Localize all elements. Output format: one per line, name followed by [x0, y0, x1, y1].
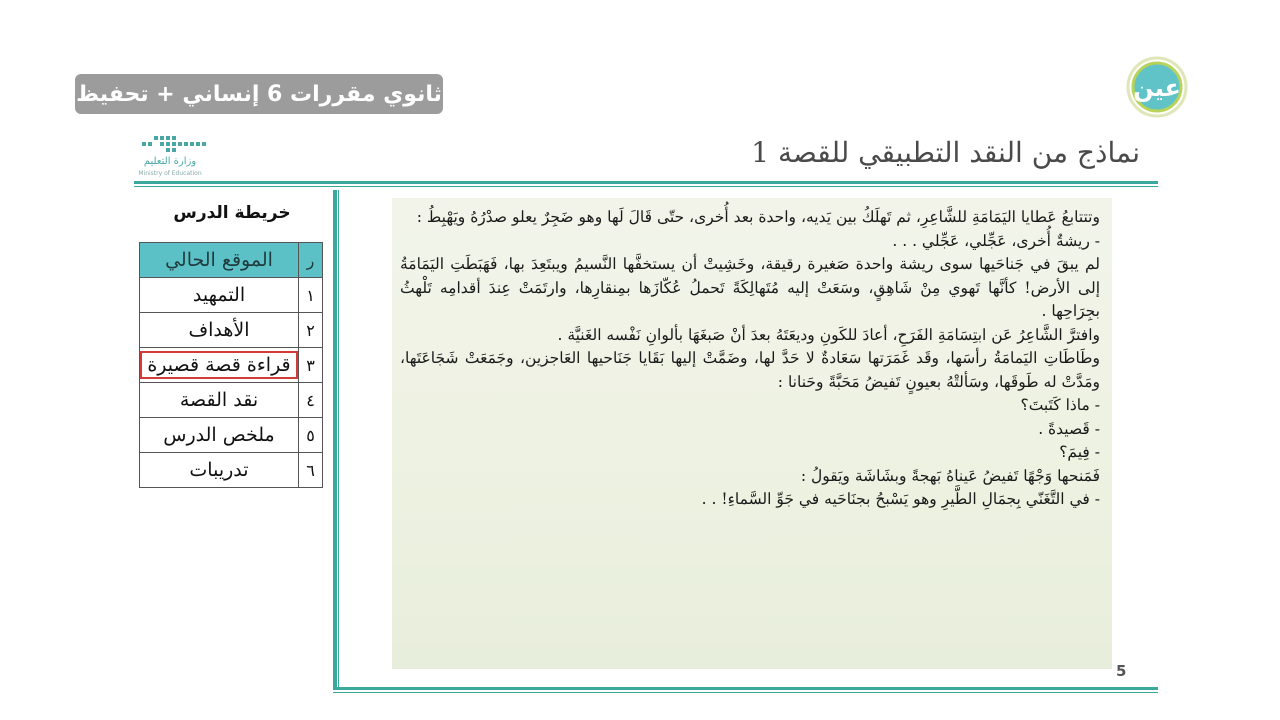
- page-number: 5: [1116, 662, 1127, 680]
- story-paragraph: - فِيمَ؟: [1059, 443, 1100, 461]
- lesson-map-item-intro[interactable]: [140, 278, 323, 313]
- lesson-map-header-row: [140, 243, 323, 278]
- ministry-name-text: وزارة التعليم: [143, 156, 197, 167]
- title-rule-top: [134, 181, 1158, 184]
- slide-title: نماذج من النقد التطبيقي للقصة 1: [751, 136, 1140, 169]
- lesson-map-item-label: نقد القصة: [140, 383, 299, 418]
- story-paragraph: - ريشةٌ أُخرى، عَجِّلي، عَجِّلي . . .: [892, 231, 1100, 250]
- course-label-badge: ثانوي مقررات 6 إنساني + تحفيظ: [75, 74, 443, 114]
- ministry-name-en-text: Ministry of Education: [138, 170, 202, 177]
- lesson-map-item-number: ٢: [299, 313, 323, 348]
- lesson-map-item-number: ٣: [299, 348, 323, 383]
- lesson-map-item-critique[interactable]: [140, 383, 323, 418]
- story-paragraph: وافترَّ الشَّاعِرُ عَن ابتِسَامَةِ الفَرَحِ، أعادَ للكَونِ وديعَتَهُ بعدَ أنْ صَبغَهَا بألوانِ نَفْسه الغَنيَّة .: [557, 325, 1100, 344]
- lesson-map-title: خريطة الدرس: [173, 203, 291, 223]
- column-header-current-location: الموقع الحالي: [140, 243, 299, 278]
- lesson-map-item-summary[interactable]: [140, 418, 323, 453]
- lesson-map-item-exercises[interactable]: [140, 453, 323, 488]
- story-paragraph: وتتتابعُ عَطايا اليَمَامَةِ للشَّاعِرِ، ثم تَهلَكُ بين يَديه، واحدة بعد أُخرى، حتّى قَالَ لَها وهو ضَجِرٌ يعلو صدْرُهُ ويَهْبِطُ :: [416, 208, 1100, 226]
- lesson-map-item-label: الأهداف: [140, 313, 299, 348]
- lesson-map-item-number: ٥: [299, 418, 323, 453]
- lesson-map-item-number: ٤: [299, 383, 323, 418]
- lesson-map-item-number: ٦: [299, 453, 323, 488]
- story-paragraph: وطَاطَاتِ اليَمامَةُ رأسَها، وقَد غَمَرَتها سَعَادةٌ لا حَدَّ لها، وضَمَّتْ إليها بَقَايا جَنَاحيها العَاجزين، وجَمَعَتْ شَجَاعَتَها، ومَدَّتْ له طَوقَها، وسَألتْهُ بعيونٍ تَفيضُ مَحَبَّةً وحَنانا :: [400, 349, 1100, 391]
- lesson-map-item-reading-current[interactable]: [140, 348, 323, 383]
- footer-rule-top: [333, 687, 1158, 690]
- story-paragraph: - في التَّغَنّي بِجمَالِ الطَّيرِ وهو يَسْبحُ بجنَاحَيه في جَوِّ السَّماءِ! . .: [701, 490, 1100, 508]
- lesson-map-item-label: التمهيد: [140, 278, 299, 313]
- lesson-map-item-label: ملخص الدرس: [140, 418, 299, 453]
- lesson-map-item-objectives[interactable]: [140, 313, 323, 348]
- channel-logo-icon: [1111, 56, 1203, 118]
- story-paragraph: - قَصيدةً .: [1038, 419, 1100, 438]
- lesson-map-table: [139, 242, 323, 488]
- lesson-map-item-label-highlighted: قراءة قصة قصيرة: [140, 348, 299, 383]
- story-paragraph: فَمَنحها وَجْهًا تَفيضُ عَيناهُ بَهجةً وبشَاشَة ويَقولُ :: [800, 466, 1100, 485]
- ministry-logo-icon: [124, 134, 216, 180]
- story-paragraph: لم يبقَ في جَناحَيها سوى ريشة واحدة صَغيرة رقيقة، وخَشِيتْ أن يستخفَّها النَّسيمُ ويبتَعِدَ بها، فَهَبَطَتِ اليَمَامَةُ إلى الأرض! كأنَّها تَهوي مِنْ شَاهِقٍ، وسَعَتْ إليه مُتَهالِكَةً تَحملُ عُكّازَها بمِنقارِها، وارتَمَتْ عِندَ أقدامِه تَلْهثُ بجِرَاحِها .: [400, 255, 1100, 320]
- footer-rule-bottom: [333, 692, 1158, 693]
- story-paragraph: - ماذا كَتَبتَ؟: [1020, 396, 1100, 414]
- panel-divider: [333, 190, 337, 687]
- title-rule-bottom: [134, 186, 1158, 187]
- story-text: [400, 206, 1100, 512]
- lesson-map-item-label: تدريبات: [140, 453, 299, 488]
- column-header-number: ر: [299, 243, 323, 278]
- channel-name-text: عين: [1133, 74, 1181, 102]
- lesson-map-item-number: ١: [299, 278, 323, 313]
